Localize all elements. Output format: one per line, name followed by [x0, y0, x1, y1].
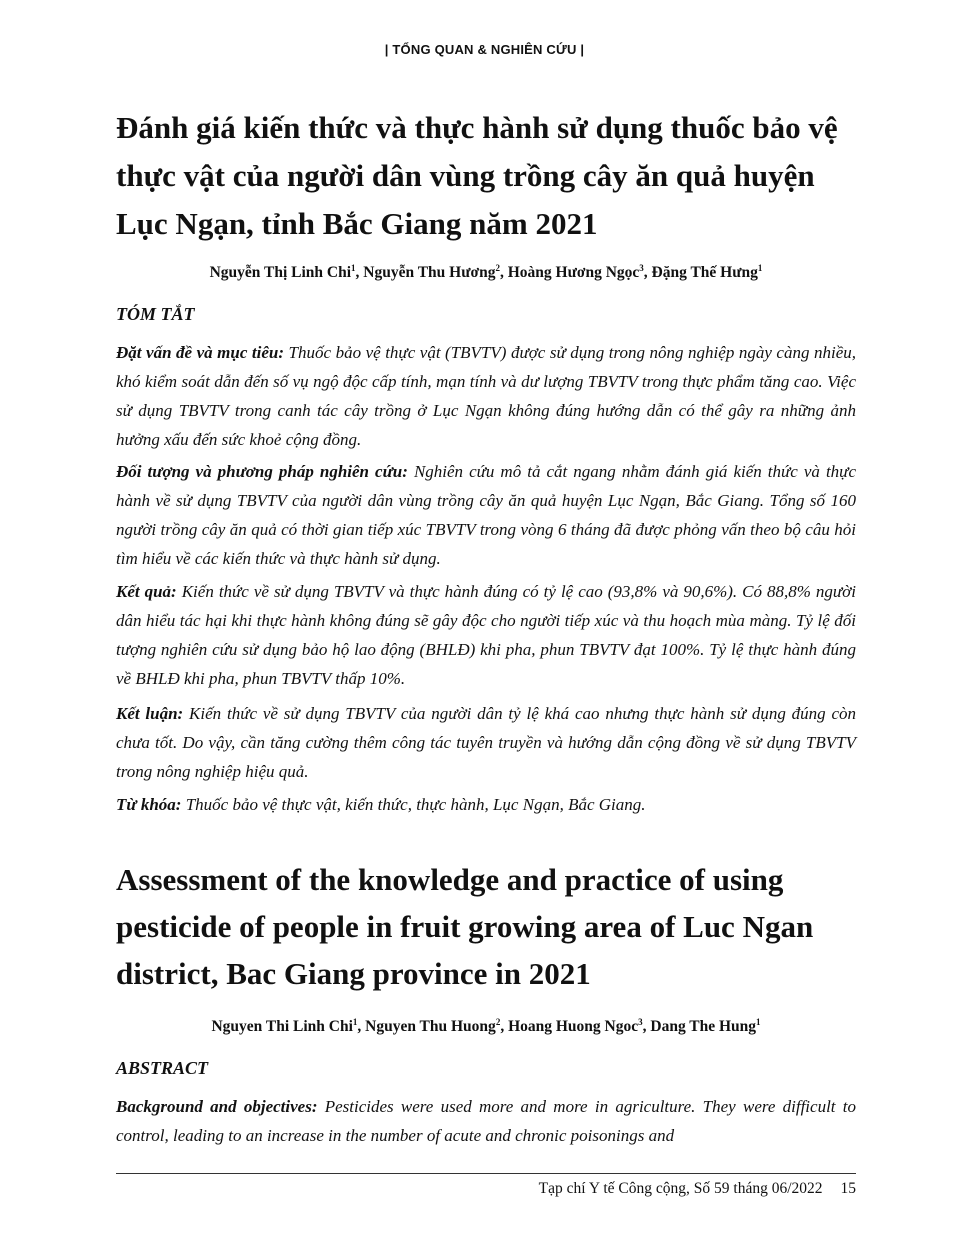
paragraph-label: Kết quả:: [116, 582, 177, 601]
author-affiliation: 1: [352, 1016, 358, 1027]
paragraph-label: Từ khóa:: [116, 795, 182, 814]
author-name: Dang The Hung: [650, 1018, 757, 1035]
author-name: Nguyen Thu Huong: [365, 1018, 496, 1035]
summary-paragraph-methods: [116, 457, 856, 573]
page-footer: [116, 1180, 856, 1198]
paragraph-label: Kết luận:: [116, 704, 184, 723]
author-affiliation: 3: [639, 262, 644, 273]
section-tag: | TỔNG QUAN & NGHIÊN CỨU |: [384, 42, 585, 57]
journal-citation: Tạp chí Y tế Công cộng, Số 59 tháng 06/2022: [538, 1180, 823, 1197]
paragraph-text: Nghiên cứu mô tả cắt ngang nhằm đánh giá kiến thức và thực hành về sử dụng TBVTV của người dân vùng trồng cây ăn quả huyện Lục Ngạn, Bắc Giang. Tổng số 160 người trồng cây ăn quả có thời gian tiếp xúc TBVTV trong vòng 6 tháng đã được phỏng vấn theo bộ câu hỏi tìm hiểu về các kiến thức và thực hành sử dụng.: [116, 462, 856, 568]
summary-heading-vi: TÓM TẮT: [116, 304, 195, 324]
author-affiliation: 3: [638, 1016, 643, 1027]
author-name: Hoàng Hương Ngọc: [507, 264, 640, 281]
page-number: 15: [840, 1180, 856, 1197]
paragraph-label: Background and objectives:: [116, 1097, 318, 1116]
author-name: Hoang Huong Ngoc: [508, 1018, 639, 1035]
author-name: Đặng Thế Hưng: [651, 264, 758, 281]
paragraph-text: Pesticides were used more and more in agriculture. They were difficult to control, leading to an increase in the number of acute and chronic poisonings and: [116, 1097, 856, 1145]
article-title-vi: Đánh giá kiến thức và thực hành sử dụng thuốc bảo vệ thực vật của người dân vùng trồng cây ăn quả huyện Lục Ngạn, tỉnh Bắc Giang năm 2021: [116, 110, 838, 241]
summary-paragraph-results: [116, 577, 856, 693]
abstract-paragraph-background: [116, 1092, 856, 1150]
author-name: Nguyễn Thị Linh Chi: [209, 264, 352, 281]
summary-paragraph-keywords: [116, 790, 856, 819]
summary-paragraph-background: [116, 338, 856, 454]
author-name: Nguyễn Thu Hương: [363, 264, 496, 281]
author-affiliation: 1: [351, 262, 356, 273]
author-affiliation: 2: [495, 1016, 501, 1027]
author-affiliation: 1: [757, 262, 763, 273]
abstract-heading-en: ABSTRACT: [116, 1058, 209, 1078]
paragraph-text: Kiến thức về sử dụng TBVTV và thực hành đúng có tỷ lệ cao (93,8% và 90,6%). Có 88,8% người dân hiểu tác hại khi thực hành không đúng sẽ gây độc cho người tiếp xúc và thu hoạch mùa màng. Tỷ lệ đối tượng nghiên cứu sử dụng bảo hộ lao động (BHLĐ) khi pha, phun TBVTV đạt 100%. Tỷ lệ thực hành đúng về BHLĐ khi pha, phun TBVTV thấp 10%.: [116, 582, 856, 688]
author-affiliation: 1: [756, 1016, 761, 1027]
paragraph-label: Đối tượng và phương pháp nghiên cứu:: [116, 462, 408, 481]
paragraph-label: Đặt vấn đề và mục tiêu:: [116, 343, 285, 362]
footer-divider: [116, 1173, 856, 1174]
paragraph-text: Thuốc bảo vệ thực vật (TBVTV) được sử dụng trong nông nghiệp ngày càng nhiều, khó kiểm soát dẫn đến số vụ ngộ độc cấp tính, mạn tính và dư lượng TBVTV trong thực phẩm tăng cao. Việc sử dụng TBVTV trong canh tác cây trồng ở Lục Ngạn không đúng hướng dẫn có thể gây ra những ảnh hưởng xấu đến sức khoẻ cộng đồng.: [116, 343, 856, 449]
summary-paragraph-conclusion: [116, 699, 856, 786]
paragraph-text: Kiến thức về sử dụng TBVTV của người dân tỷ lệ khá cao nhưng thực hành sử dụng đúng còn chưa tốt. Do vậy, cần tăng cường thêm công tác tuyên truyền và hướng dẫn cộng đồng về sử dụng TBVTV trong nông nghiệp hiệu quả.: [116, 704, 857, 781]
paragraph-text: Thuốc bảo vệ thực vật, kiến thức, thực hành, Lục Ngạn, Bắc Giang.: [181, 795, 646, 814]
author-name: Nguyen Thi Linh Chi: [211, 1018, 353, 1035]
authors-vi: Nguyễn Thị Linh Chi$^1$, Nguyễn Thu Hương$^2$, Hoàng Hương Ngọc$^3$, Đặng Thế Hưng$^1$: [209, 262, 763, 281]
author-affiliation: 2: [495, 262, 500, 273]
article-title-en: Assessment of the knowledge and practice of using pesticide of people in fruit growing area of Luc Ngan district, Bac Giang province in 2021: [116, 862, 814, 991]
authors-en: Nguyen Thi Linh Chi$^1$, Nguyen Thu Huong$^2$, Hoang Huong Ngoc$^3$, Dang The Hung$^1$: [211, 1016, 761, 1035]
